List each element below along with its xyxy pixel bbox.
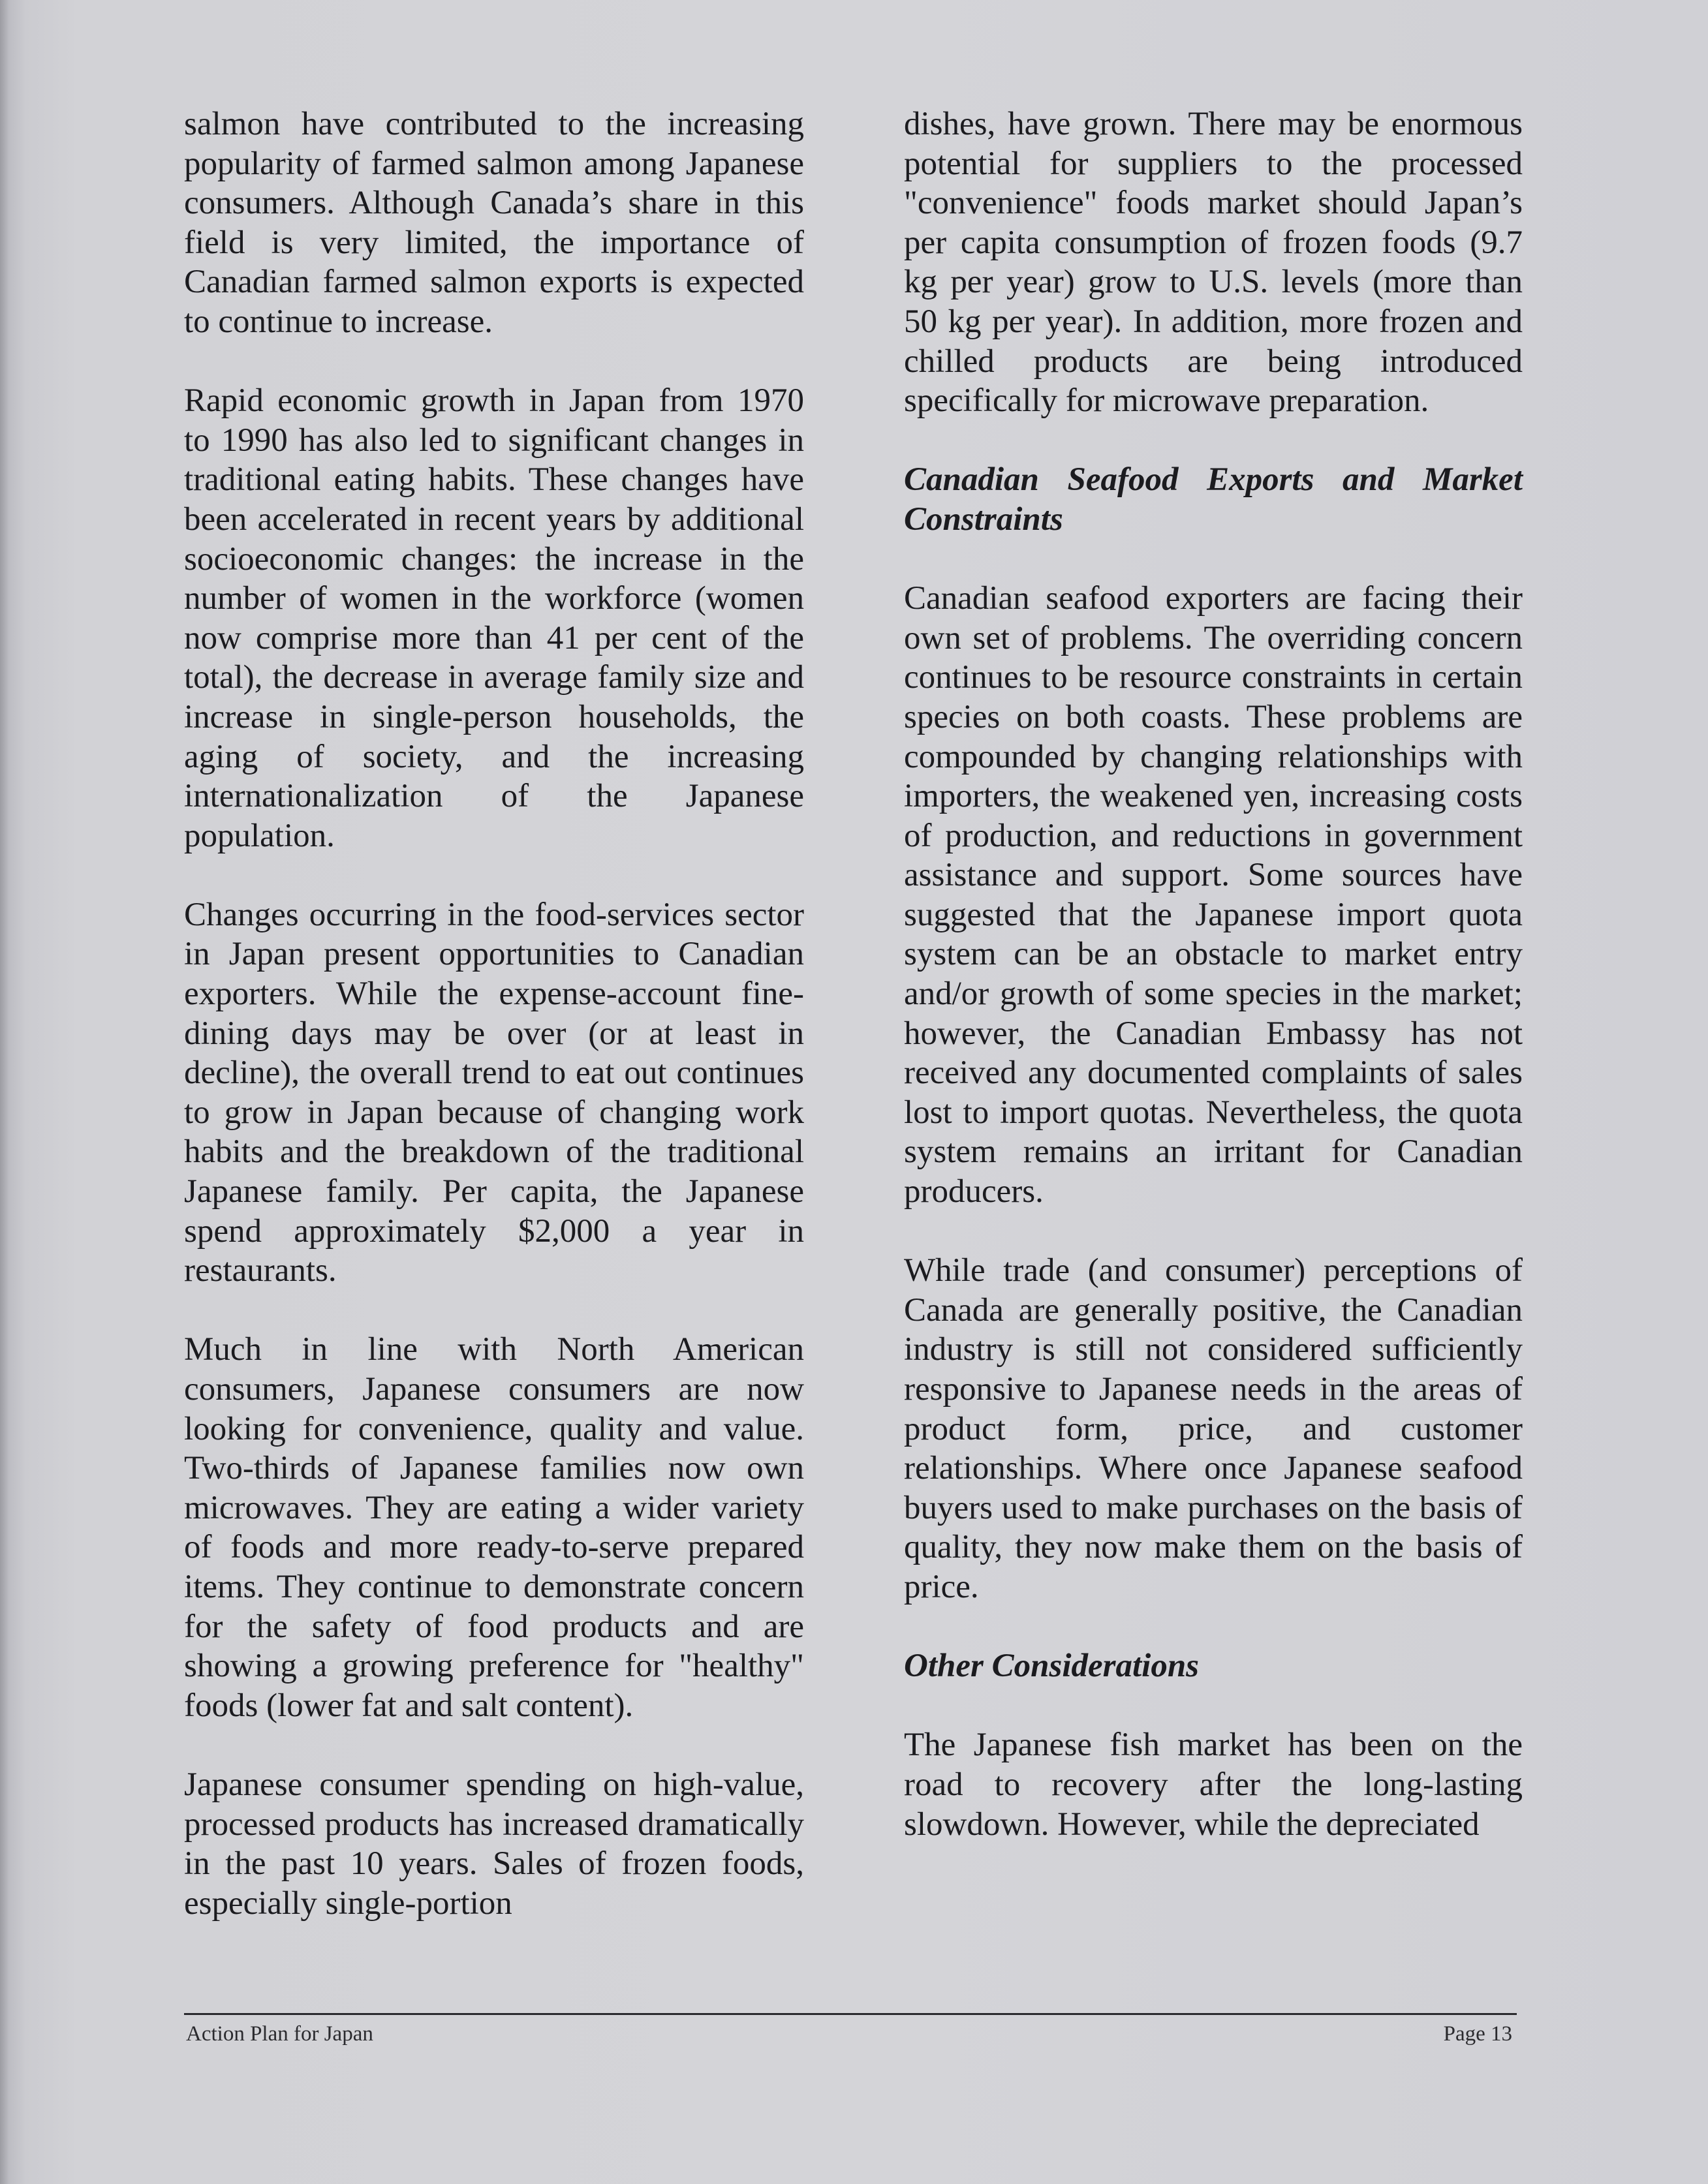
body-paragraph: Japanese consumer spending on high-value, processed products has increased dramatically in the past 10 years. Sales of frozen foods, especially single-portion <box>184 1766 804 1922</box>
footer-divider <box>184 2013 1517 2015</box>
body-paragraph: Much in line with North American consumers, Japanese consumers are now looking for convenience, quality and value. Two-thirds of Japanese families now own microwaves. They are eating a wider variety of foods and more ready-to-serve prepared items. They continue to demonstrate concern for the safety of food products and are showing a growing preference for "healthy" foods (lower fat and salt content). <box>184 1331 804 1724</box>
left-column <box>184 104 804 1963</box>
body-paragraph: salmon have contributed to the increasing popularity of farmed salmon among Japanese consumers. Although Canada’s share in this field is very limited, the importance of Canadian farmed salmon exports is expected to continue to increase. <box>184 106 804 340</box>
body-paragraph: Rapid economic growth in Japan from 1970 to 1990 has also led to significant changes in traditional eating habits. These changes have been accelerated in recent years by additional socioeconomic changes: the increase in the number of women in the workforce (women now comprise more than 41 per cent of the total), the decrease in average family size and increase in single-person households, the aging of society, and the increasing internationalization of the Japanese population. <box>184 382 804 854</box>
footer-document-title: Action Plan for Japan <box>186 2022 373 2046</box>
body-paragraph: The Japanese fish market has been on the road to recovery after the long-lasting slowdown. However, while the depreciated <box>904 1727 1523 1843</box>
body-paragraph: Changes occurring in the food-services sector in Japan present opportunities to Canadian exporters. While the expense-account fine-dining days may be over (or at least in decline), the overall trend to eat out continues to grow in Japan because of changing work habits and the breakdown of the traditional Japanese family. Per capita, the Japanese spend approximately $2,000 a year in restaurants. <box>184 896 804 1289</box>
body-paragraph: While trade (and consumer) perceptions of Canada are generally positive, the Canadian industry is still not considered sufficiently responsive to Japanese needs in the areas of product form, price, and customer relationships. Where once Japanese seafood buyers used to make purchases on the basis of quality, they now make them on the basis of price. <box>904 1252 1523 1605</box>
section-heading: Other Considerations <box>904 1648 1200 1685</box>
body-paragraph: Canadian seafood exporters are facing their own set of problems. The overriding concern continues to be resource constraints in certain species on both coasts. These problems are compounded by changing relationships with importers, the weakened yen, increasing costs of production, and reductions in government assistance and support. Some sources have suggested that the Japanese import quota system can be an obstacle to market entry and/or growth of some species in the market; however, the Canadian Embassy has not received any documented complaints of sales lost to import quotas. Nevertheless, the quota system remains an irritant for Canadian producers. <box>904 580 1523 1210</box>
section-heading: Canadian Seafood Exports and Market Constraints <box>904 461 1523 538</box>
body-paragraph: dishes, have grown. There may be enormous potential for suppliers to the processed "convenience" foods market should Japan’s per capita consumption of frozen foods (9.7 kg per year) grow to U.S. levels (more than 50 kg per year). In addition, more frozen and chilled products are being introduced specifically for microwave preparation. <box>904 106 1523 420</box>
right-column <box>904 104 1523 1884</box>
footer-page-number: Page 13 <box>1443 2022 1512 2046</box>
